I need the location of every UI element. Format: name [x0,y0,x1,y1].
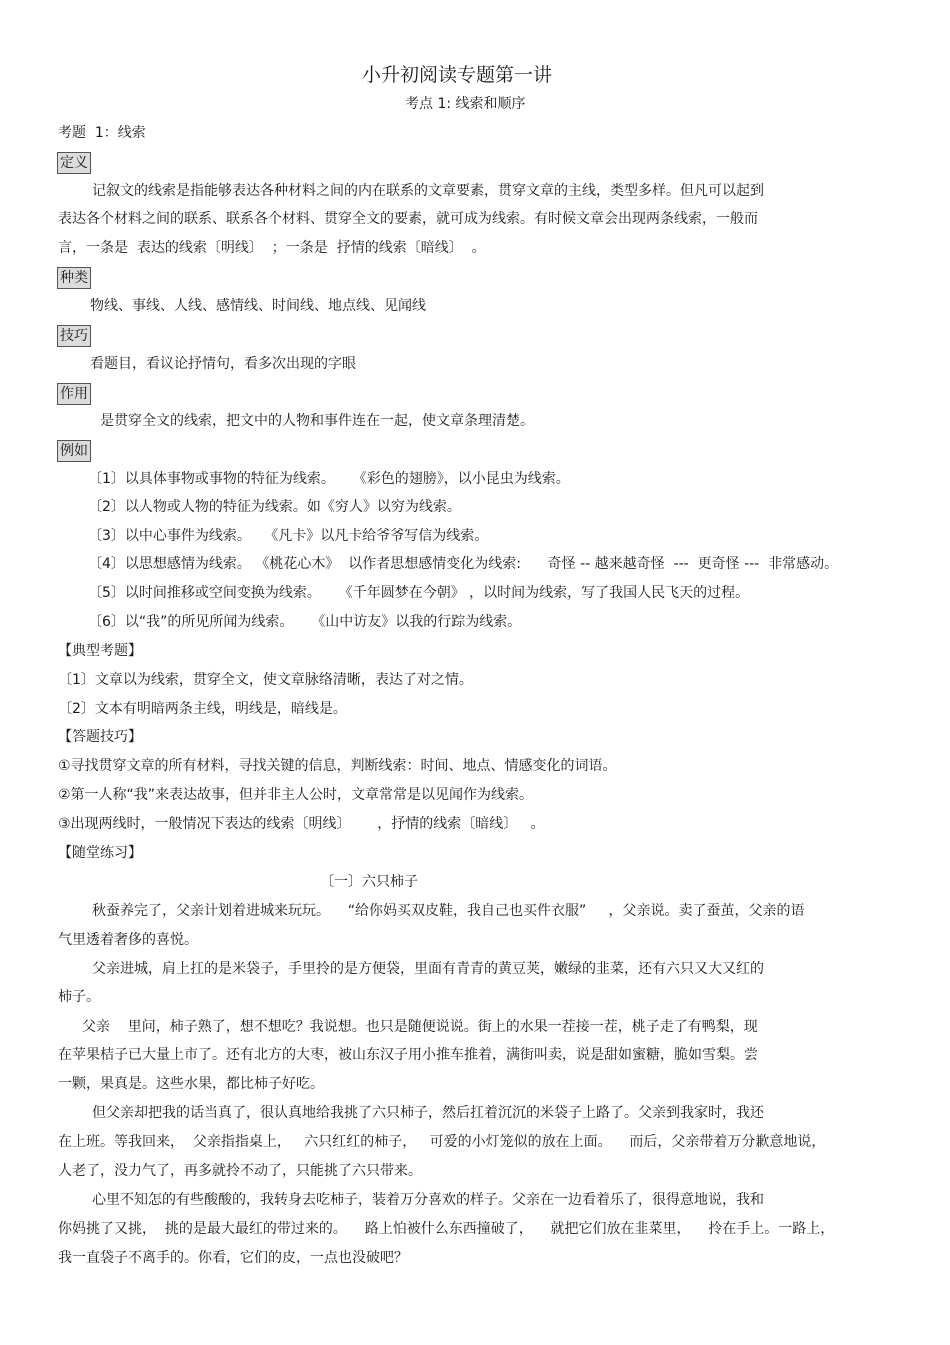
example-item: 〔1〕以具体事物或事物的特征为线索。 《彩色的翅膀》，以小昆虫为线索。 [88,471,570,487]
typical-item: 〔2〕文本有明暗两条主线，明线是，暗线是。 [58,701,347,717]
example-item: 〔2〕以人物或人物的特征为线索。如《穷人》以穷为线索。 [88,499,461,515]
definition-line: 表达各个材料之间的联系、联系各个材料、贯穿全文的要素，就可成为线索。有时候文章会出现两条线索，一般而 [58,211,758,227]
definition-line: 言，一条是 表达的线索〔明线〕 ；一条是 抒情的线索〔暗线〕 。 [58,240,486,256]
story-line: 父亲 里问，柿子熟了，想不想吃？我说想。也只是随便说说。街上的水果一茬接一茬，桃子走了有鸭梨，现 [82,1019,758,1035]
types-label: 种类 [57,267,91,289]
answer-item: ③出现两线时，一般情况下表达的线索〔明线〕 ，抒情的线索〔暗线〕 。 [58,816,545,832]
story-line: 你妈挑了又挑， 挑的是最大最红的带过来的。 路上怕被什么东西撞破了， 就把它们放在韭菜里， 拎在手上。一路上， [58,1221,835,1237]
definition-label: 定义 [57,152,91,174]
document-title: 小升初阅读专题第一讲 [362,64,553,86]
practice-heading: 【随堂练习】 [58,845,142,861]
story-line: 心里不知怎的有些酸酸的，我转身去吃柿子，装着万分喜欢的样子。父亲在一边看着乐了，很得意地说，我和 [92,1192,764,1208]
types-text: 物线、事线、人线、感情线、时间线、地点线、见闻线 [90,298,426,314]
story-line: 柿子。 [58,989,100,1005]
answer-heading: 【答题技巧】 [58,729,142,745]
story-title: 〔一〕六只柿子 [320,874,418,890]
example-item: 〔3〕以中心事件为线索。 《凡卡》以凡卡给爷爷写信为线索。 [88,528,489,544]
story-line: 在上班。等我回来， 父亲指指桌上， 六只红红的柿子， 可爱的小灯笼似的放在上面。 而后，父亲带着万分歉意地说， [58,1134,826,1150]
function-text: 是贯穿全文的线索，把文中的人物和事件连在一起，使文章条理清楚。 [100,413,534,429]
story-line: 秋蚕养完了，父亲计划着进城来玩玩。 “给你妈买双皮鞋，我自己也买件衣服” ，父亲说。卖了蚕茧，父亲的语 [92,903,805,919]
document-subtitle: 考点 1: 线索和顺序 [405,96,526,112]
example-item: 〔4〕以思想感情为线索。 《桃花心木》 以作者思想感情变化为线索: 奇怪 -- 越来越奇怪 --- 更奇怪 --- 非常感动。 [88,556,839,572]
typical-heading: 【典型考题】 [58,643,142,659]
examples-label: 例如 [57,440,91,462]
story-line: 气里透着奢侈的喜悦。 [58,932,198,948]
answer-item: ①寻找贯穿文章的所有材料，寻找关键的信息，判断线索：时间、地点、情感变化的词语。 [58,758,617,774]
example-item: 〔5〕以时间推移或空间变换为线索。 《千年圆梦在今朝》 ，以时间为线索，写了我国人民飞天的过程。 [88,585,750,601]
example-item: 〔6〕以“我”的所见所闻为线索。 《山中访友》以我的行踪为线索。 [88,614,522,630]
definition-line: 记叙文的线索是指能够表达各种材料之间的内在联系的文章要素，贯穿文章的主线，类型多样。但凡可以起到 [92,183,764,199]
typical-item: 〔1〕文章以为线索，贯穿全文，使文章脉络清晰，表达了对之情。 [58,672,473,688]
story-line: 一颗，果真是。这些水果，都比柿子好吃。 [58,1076,324,1092]
function-label: 作用 [57,383,91,405]
story-line: 人老了，没力气了，再多就拎不动了，只能挑了六只带来。 [58,1163,422,1179]
story-line: 父亲进城，肩上扛的是米袋子，手里拎的是方便袋，里面有青青的黄豆荚，嫩绿的韭菜，还有六只又大又红的 [92,961,764,977]
tips-label: 技巧 [57,325,91,347]
tips-text: 看题目，看议论抒情句，看多次出现的字眼 [90,356,356,372]
story-line: 但父亲却把我的话当真了，很认真地给我挑了六只柿子，然后扛着沉沉的米袋子上路了。父亲到我家时，我还 [92,1105,764,1121]
answer-item: ②第一人称“我”来表达故事，但并非主人公时，文章常常是以见闻作为线索。 [58,787,534,803]
topic-heading: 考题 1：线索 [58,125,146,141]
story-line: 在苹果桔子已大量上市了。还有北方的大枣，被山东汉子用小推车推着，满街叫卖，说是甜如蜜糖，脆如雪梨。尝 [58,1047,758,1063]
story-line: 我一直袋子不离手的。你看，它们的皮，一点也没破吧？ [58,1250,408,1266]
